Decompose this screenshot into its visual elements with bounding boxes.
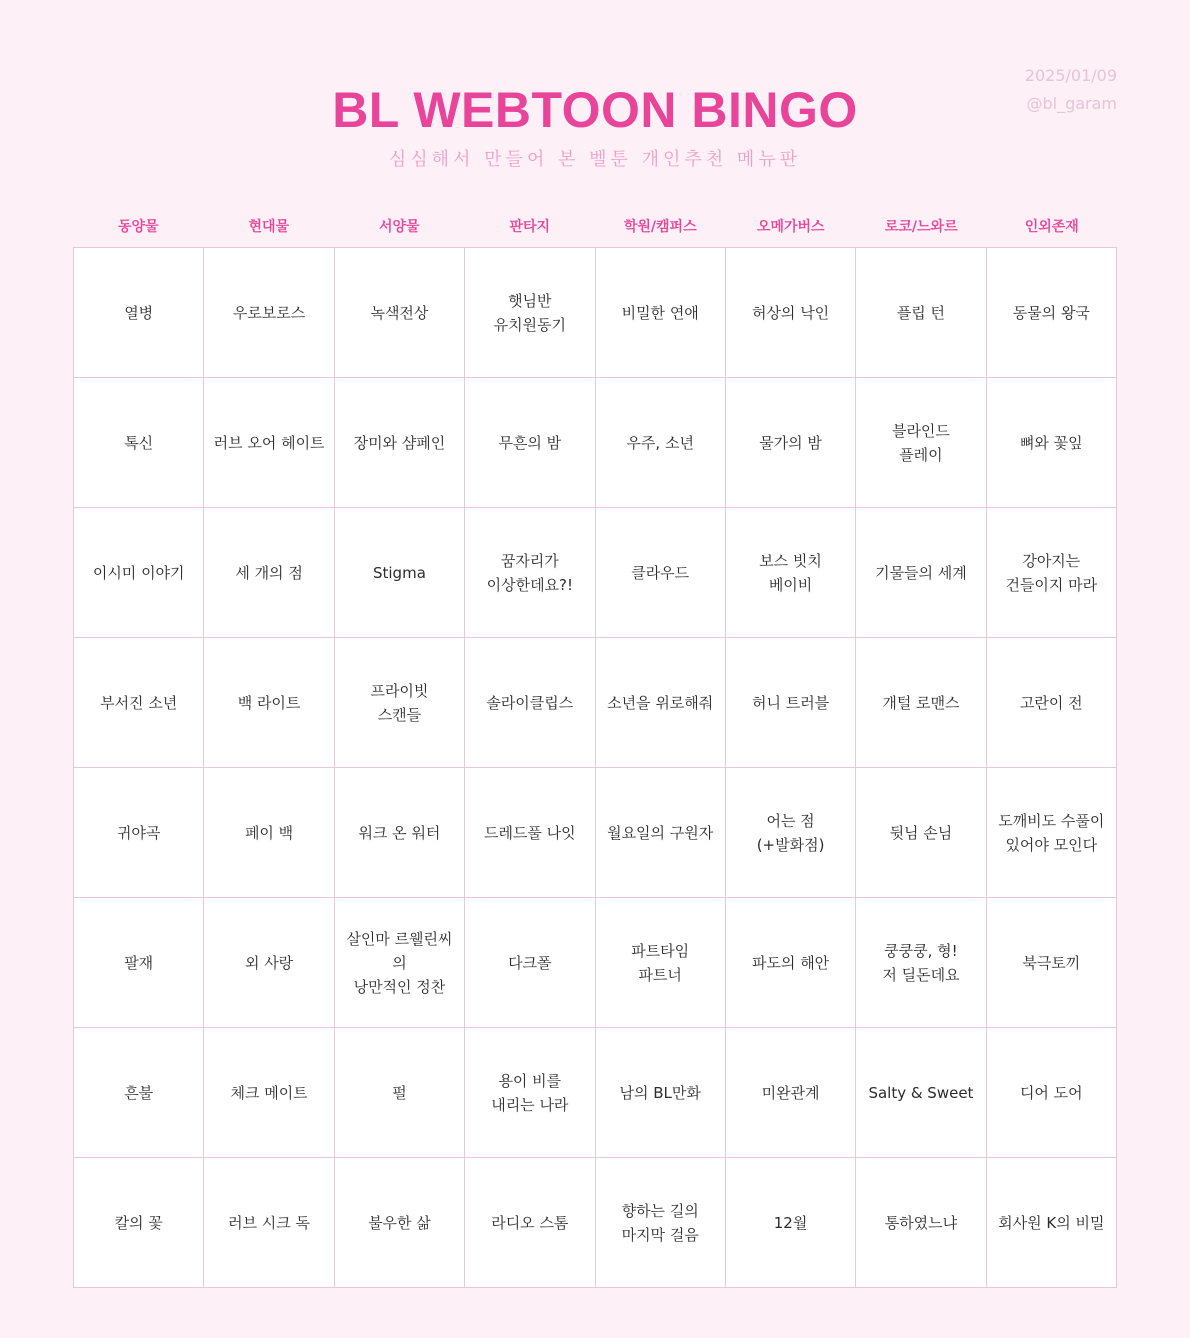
- bingo-cell[interactable]: 통하였느냐: [856, 1158, 986, 1288]
- bingo-cell[interactable]: 장미와 샴페인: [335, 378, 465, 508]
- bingo-cell[interactable]: 살인마 르웰린씨의 낭만적인 정찬: [335, 898, 465, 1028]
- bingo-grid: [73, 247, 1117, 1288]
- bingo-cell[interactable]: 칼의 꽃: [74, 1158, 204, 1288]
- bingo-cell[interactable]: 뒷님 손님: [856, 768, 986, 898]
- bingo-cell[interactable]: 물가의 밤: [726, 378, 856, 508]
- bingo-cell[interactable]: 남의 BL만화: [596, 1028, 726, 1158]
- page-subtitle: 심심해서 만들어 본 벨툰 개인추천 메뉴판: [388, 149, 802, 170]
- bingo-cell[interactable]: 쿵쿵쿵, 형! 저 딜돈데요: [856, 898, 986, 1028]
- column-header: 인외존재: [1024, 219, 1079, 235]
- bingo-cell[interactable]: 어는 점 (+발화점): [726, 768, 856, 898]
- bingo-cell[interactable]: 허니 트러블: [726, 638, 856, 768]
- author-handle: @bl_garam: [1026, 94, 1117, 113]
- column-headers: [73, 212, 1117, 242]
- bingo-cell[interactable]: 월요일의 구원자: [596, 768, 726, 898]
- bingo-cell[interactable]: 이시미 이야기: [74, 508, 204, 638]
- bingo-cell[interactable]: 소년을 위로해줘: [596, 638, 726, 768]
- bingo-cell[interactable]: 부서진 소년: [74, 638, 204, 768]
- column-header: 서양물: [378, 219, 420, 235]
- bingo-cell[interactable]: 체크 메이트: [204, 1028, 334, 1158]
- bingo-cell[interactable]: 귀야곡: [74, 768, 204, 898]
- bingo-cell[interactable]: 플립 턴: [856, 248, 986, 378]
- column-header: 판타지: [509, 219, 551, 235]
- bingo-cell[interactable]: 드레드풀 나잇: [465, 768, 595, 898]
- bingo-cell[interactable]: 불우한 삶: [335, 1158, 465, 1288]
- bingo-cell[interactable]: 펄: [335, 1028, 465, 1158]
- page-title: BL WEBTOON BINGO: [332, 82, 858, 138]
- bingo-cell[interactable]: 기물들의 세계: [856, 508, 986, 638]
- bingo-cell[interactable]: 프라이빗 스캔들: [335, 638, 465, 768]
- bingo-cell[interactable]: 클라우드: [596, 508, 726, 638]
- bingo-cell[interactable]: 향하는 길의 마지막 걸음: [596, 1158, 726, 1288]
- bingo-cell[interactable]: 12월: [726, 1158, 856, 1288]
- column-header: 동양물: [117, 219, 159, 235]
- bingo-cell[interactable]: 디어 도어: [987, 1028, 1117, 1158]
- bingo-cell[interactable]: 러브 오어 헤이트: [204, 378, 334, 508]
- bingo-cell[interactable]: 동물의 왕국: [987, 248, 1117, 378]
- column-header: 오메가버스: [756, 219, 825, 235]
- bingo-cell[interactable]: 페이 백: [204, 768, 334, 898]
- bingo-cell[interactable]: 꿈자리가 이상한데요?!: [465, 508, 595, 638]
- bingo-cell[interactable]: 햇님반 유치원동기: [465, 248, 595, 378]
- bingo-cell[interactable]: 무흔의 밤: [465, 378, 595, 508]
- bingo-cell[interactable]: 북극토끼: [987, 898, 1117, 1028]
- bingo-cell[interactable]: 뼈와 꽃잎: [987, 378, 1117, 508]
- column-header: 현대물: [248, 219, 290, 235]
- bingo-cell[interactable]: 톡신: [74, 378, 204, 508]
- bingo-cell[interactable]: 백 라이트: [204, 638, 334, 768]
- bingo-cell[interactable]: 개털 로맨스: [856, 638, 986, 768]
- bingo-cell[interactable]: 우주, 소년: [596, 378, 726, 508]
- bingo-cell[interactable]: 비밀한 연애: [596, 248, 726, 378]
- bingo-cell[interactable]: 워크 온 워터: [335, 768, 465, 898]
- bingo-cell[interactable]: 파트타임 파트너: [596, 898, 726, 1028]
- bingo-cell[interactable]: 우로보로스: [204, 248, 334, 378]
- column-header: 학원/캠퍼스: [623, 219, 697, 235]
- bingo-cell[interactable]: 블라인드 플레이: [856, 378, 986, 508]
- bingo-cell[interactable]: Stigma: [335, 508, 465, 638]
- bingo-cell[interactable]: 녹색전상: [335, 248, 465, 378]
- bingo-cell[interactable]: 세 개의 점: [204, 508, 334, 638]
- bingo-cell[interactable]: 보스 빗치 베이비: [726, 508, 856, 638]
- bingo-cell[interactable]: 미완관계: [726, 1028, 856, 1158]
- column-header: 로코/느와르: [884, 219, 958, 235]
- bingo-cell[interactable]: 솔라이클립스: [465, 638, 595, 768]
- bingo-cell[interactable]: 용이 비를 내리는 나라: [465, 1028, 595, 1158]
- bingo-cell[interactable]: 회사원 K의 비밀: [987, 1158, 1117, 1288]
- bingo-cell[interactable]: Salty & Sweet: [856, 1028, 986, 1158]
- bingo-cell[interactable]: 도깨비도 수풀이 있어야 모인다: [987, 768, 1117, 898]
- bingo-cell[interactable]: 팔재: [74, 898, 204, 1028]
- bingo-cell[interactable]: 허상의 낙인: [726, 248, 856, 378]
- bingo-cell[interactable]: 러브 시크 독: [204, 1158, 334, 1288]
- bingo-cell[interactable]: 강아지는 건들이지 마라: [987, 508, 1117, 638]
- bingo-cell[interactable]: 흔불: [74, 1028, 204, 1158]
- date-label: 2025/01/09: [1024, 66, 1117, 85]
- bingo-cell[interactable]: 외 사랑: [204, 898, 334, 1028]
- bingo-cell[interactable]: 파도의 해안: [726, 898, 856, 1028]
- bingo-cell[interactable]: 열병: [74, 248, 204, 378]
- bingo-cell[interactable]: 라디오 스톰: [465, 1158, 595, 1288]
- bingo-cell[interactable]: 다크폴: [465, 898, 595, 1028]
- bingo-cell[interactable]: 고란이 전: [987, 638, 1117, 768]
